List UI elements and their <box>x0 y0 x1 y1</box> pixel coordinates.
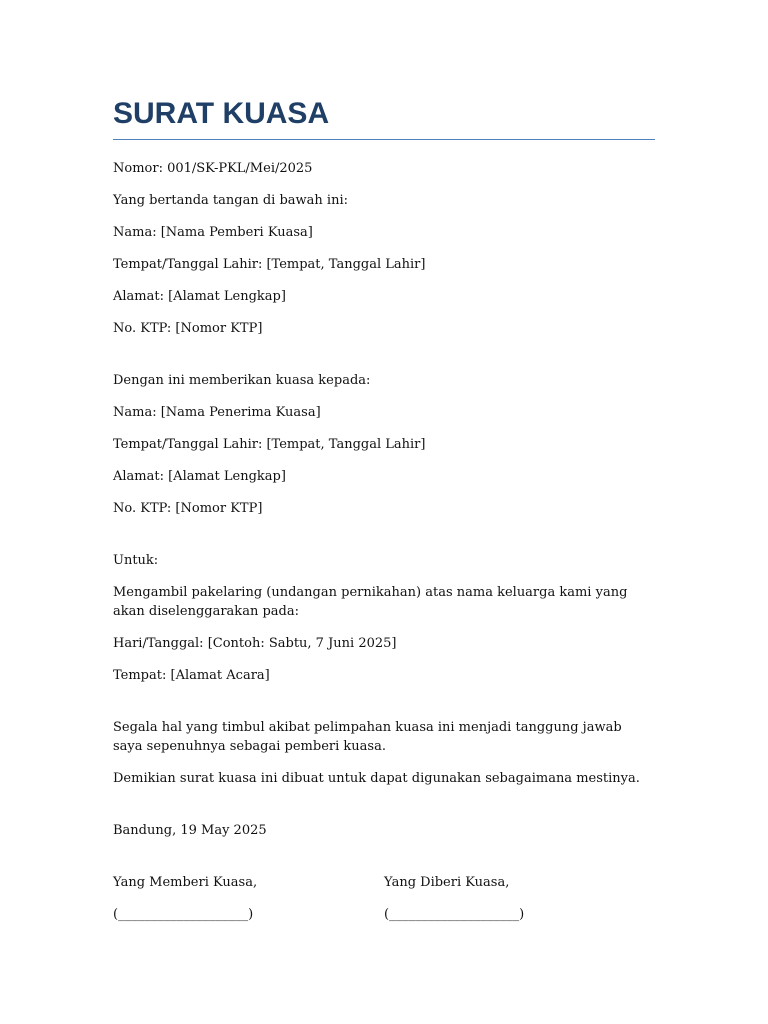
spacer <box>113 351 655 371</box>
document-content <box>113 96 655 924</box>
place-date: Bandung, 19 May 2025 <box>113 823 267 838</box>
purpose-label: Untuk: <box>113 553 159 568</box>
signature-lines <box>113 905 655 924</box>
grantee-name: Nama: [Nama Penerima Kuasa] <box>113 405 321 420</box>
grantor-name: Nama: [Nama Pemberi Kuasa] <box>113 225 313 240</box>
spacer <box>113 853 655 873</box>
grantor-signature-line: (____________________) <box>113 907 254 922</box>
grantee-id: No. KTP: [Nomor KTP] <box>113 501 263 516</box>
responsibility-text: Segala hal yang timbul akibat pelimpahan kuasa ini menjadi tanggung jawab saya sepenuhnya sebagai pemberi kuasa. <box>113 720 622 754</box>
grantee-signature-line: (____________________) <box>384 907 525 922</box>
spacer <box>113 531 655 551</box>
closing-text: Demikian surat kuasa ini dibuat untuk dapat digunakan sebagaimana mestinya. <box>113 771 640 786</box>
grantee-birth: Tempat/Tanggal Lahir: [Tempat, Tanggal Lahir] <box>113 437 426 452</box>
letter-number: Nomor: 001/SK-PKL/Mei/2025 <box>113 161 313 176</box>
grantor-birth: Tempat/Tanggal Lahir: [Tempat, Tanggal Lahir] <box>113 257 426 272</box>
document-title: SURAT KUASA <box>113 96 655 140</box>
spacer <box>113 801 655 821</box>
grantee-address: Alamat: [Alamat Lengkap] <box>113 469 286 484</box>
grantor-signature-label: Yang Memberi Kuasa, <box>113 875 258 890</box>
intro-text: Yang bertanda tangan di bawah ini: <box>113 193 348 208</box>
spacer <box>113 698 655 718</box>
grantor-address: Alamat: [Alamat Lengkap] <box>113 289 286 304</box>
spacer <box>113 892 655 905</box>
purpose-text: Mengambil pakelaring (undangan pernikahan) atas nama keluarga kami yang akan diselenggarakan pada: <box>113 585 628 619</box>
document-body <box>113 159 655 924</box>
event-date: Hari/Tanggal: [Contoh: Sabtu, 7 Juni 2025] <box>113 636 397 651</box>
grantor-id: No. KTP: [Nomor KTP] <box>113 321 263 336</box>
grantee-signature-label: Yang Diberi Kuasa, <box>384 875 510 890</box>
signature-labels <box>113 873 655 892</box>
event-place: Tempat: [Alamat Acara] <box>113 668 270 683</box>
grant-intro: Dengan ini memberikan kuasa kepada: <box>113 373 371 388</box>
